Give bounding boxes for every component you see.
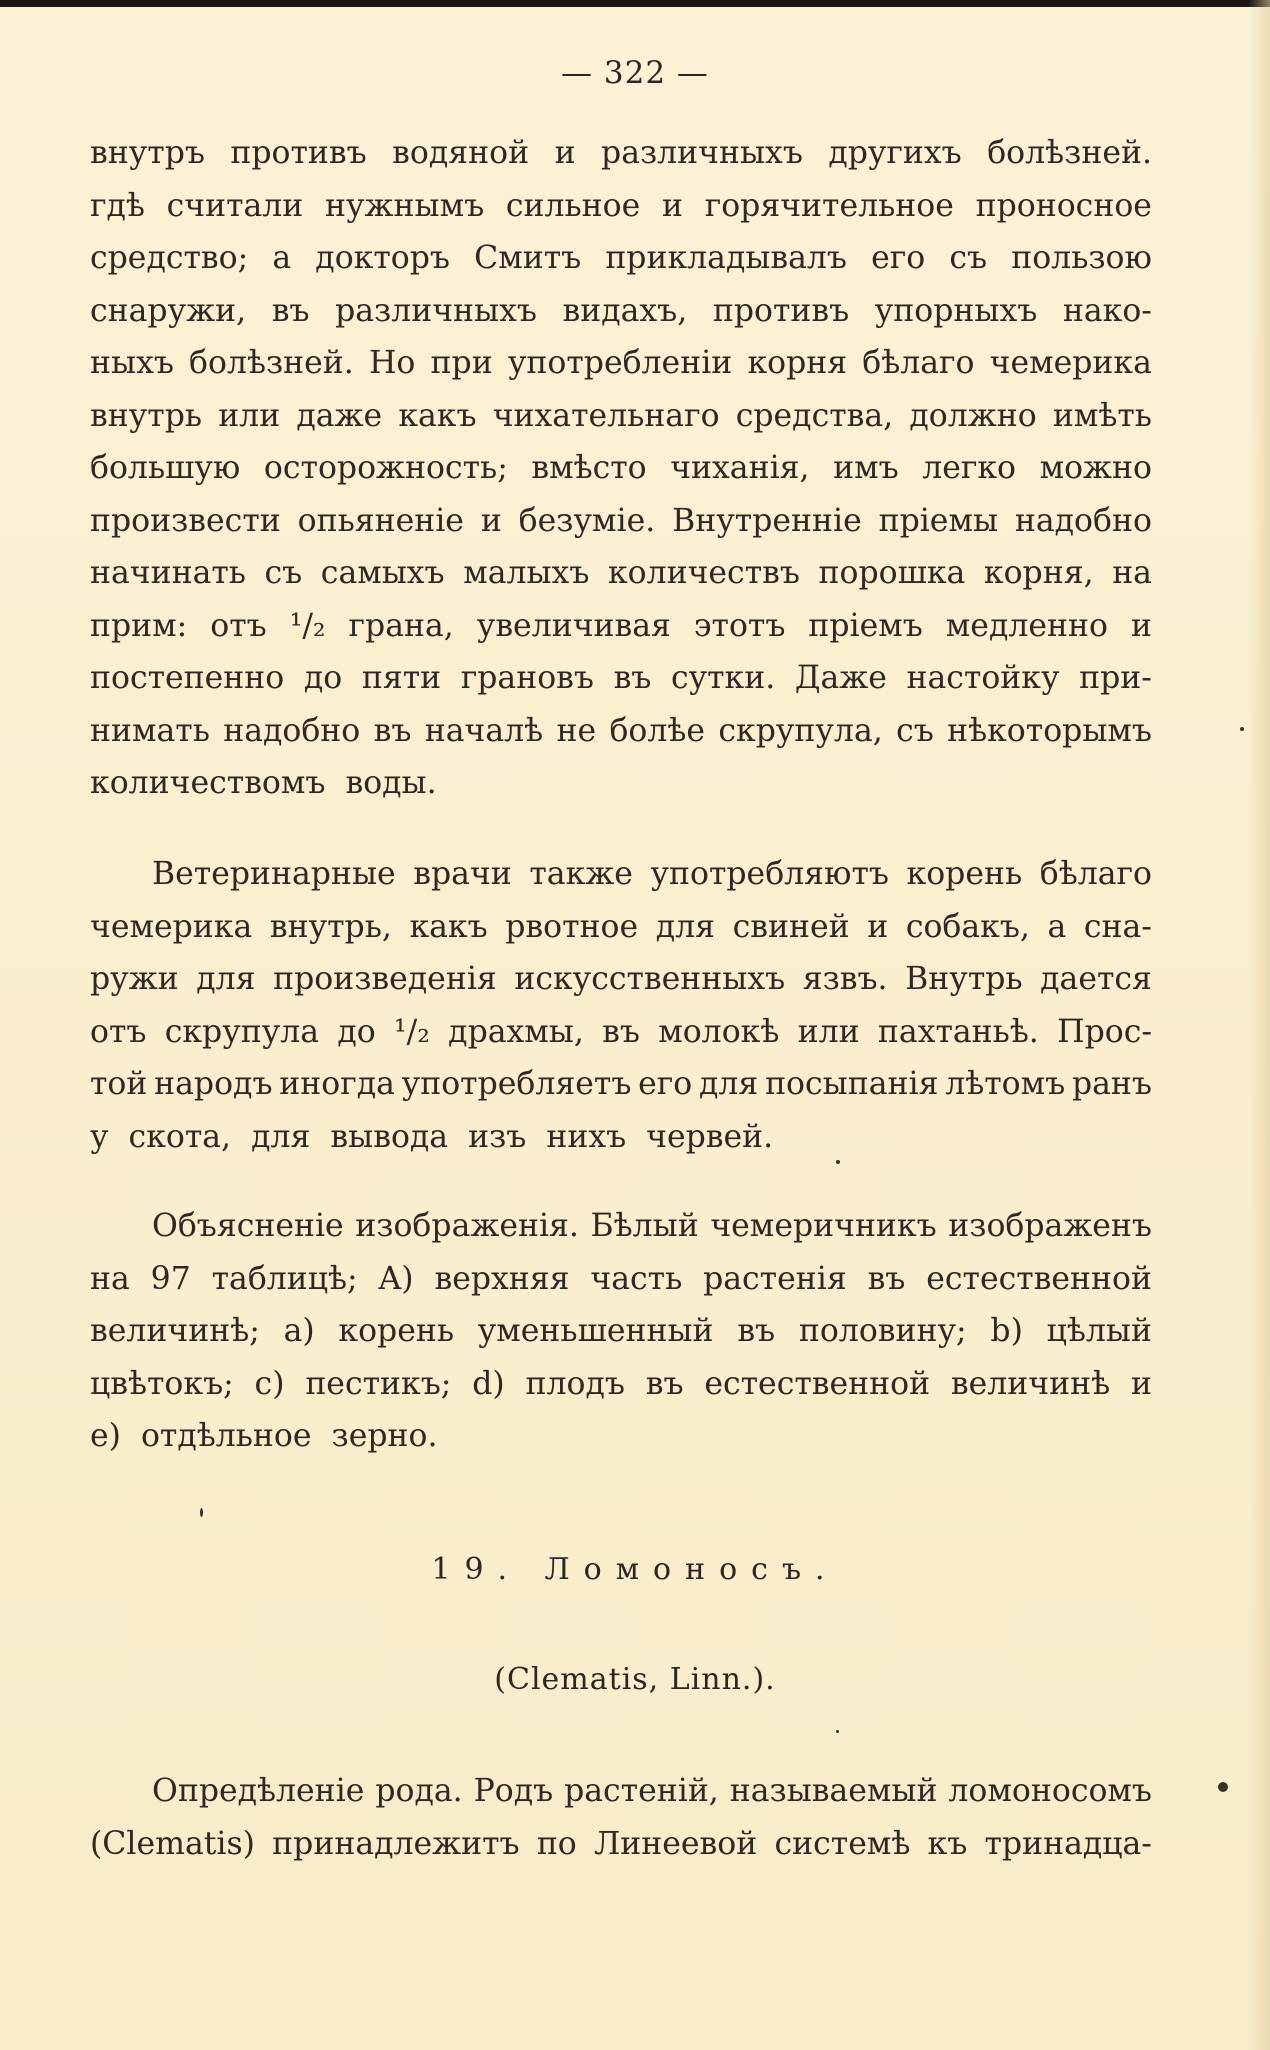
text-line [90,390,1152,443]
word: цѣлый [1046,1313,1152,1349]
word: пестикъ; [305,1365,452,1402]
word: ныхъ [90,345,174,381]
word: употребляютъ [650,856,889,892]
word: Внутрь [905,961,1023,997]
word: цвѣтокъ; [90,1365,234,1402]
text-line [90,1200,1152,1253]
word: произвести [90,502,281,539]
scan-speck [836,1730,839,1733]
word: началѣ [424,712,544,749]
word: бѣлаго [862,345,975,381]
word: до [337,1013,376,1050]
page-number: — 322 — [561,55,709,91]
word: противъ [230,135,367,171]
word: чихательнаго [492,397,720,434]
word: можно [1039,450,1152,486]
word: осторожность; [263,450,508,486]
word: пахтаньѣ. [877,1013,1039,1050]
word: настойку [906,660,1060,696]
word: средство; [90,240,249,276]
word: Внутренніе [672,502,862,539]
word: или [218,397,281,434]
text-line [90,1253,1152,1306]
word: Прос- [1057,1013,1152,1050]
section-heading: 19. Ломоносъ. [431,1552,839,1587]
word: прим: [90,607,188,644]
text-line [90,495,1152,548]
word: въ [737,1313,776,1349]
word: по [536,1825,577,1862]
word: чемерика [989,345,1152,381]
text-line [90,1058,1152,1111]
word: при [430,345,493,381]
word: Объясненіе [152,1208,344,1244]
word: Опредѣленіе [152,1773,365,1809]
word: драхмы, [448,1013,584,1050]
word: докторъ [315,240,450,276]
word: Даже [794,660,887,696]
word: дается [1040,961,1152,997]
word: пріемы [878,502,999,539]
word: употребляетъ [401,1066,632,1102]
word: нужнымъ [325,187,485,224]
word: проносное [975,187,1152,224]
word: въ [602,1013,640,1050]
paragraph-genus-definition [90,1765,1152,1870]
text-line: у скота, для вывода изъ нихъ червей. [90,1118,774,1155]
word: упорныхъ [874,292,1038,329]
text-line [90,180,1152,233]
word: иногда [279,1066,395,1102]
word: не [556,712,597,749]
word: въ [271,292,310,329]
word: съ [264,555,303,591]
word: или [797,1013,860,1050]
word: количествъ [607,555,800,591]
word: ружи [90,961,179,997]
text-line [90,1006,1152,1059]
word: какъ [409,908,488,945]
word: увеличивая [476,607,671,644]
text-line [90,127,1152,180]
word: и [1130,607,1152,644]
text-line [90,232,1152,285]
word: A) [378,1260,414,1297]
word: отъ [210,607,267,644]
text-line [90,1358,1152,1411]
word: собакъ, [905,908,1030,945]
word: болѣе [609,712,706,749]
word: нимать [90,712,210,749]
word: и [1130,1365,1152,1402]
word: народъ [154,1066,273,1102]
word: и [480,502,502,539]
word: порошка [818,555,966,591]
word: c) [254,1365,285,1402]
word: рода. [375,1773,463,1809]
word: грана, [348,607,454,644]
word: самыхъ [320,555,445,591]
word: корня [747,345,848,381]
scan-speck [836,1160,840,1164]
scan-speck [200,1508,203,1517]
paragraph-veterinary-usage [90,848,1152,1163]
word: посыпанія [765,1066,939,1102]
word: молокѣ [658,1013,780,1050]
scan-speck [1218,1782,1228,1792]
word: считали [166,187,304,224]
word: водяной [392,135,530,171]
word: до [303,660,343,696]
word: ломоносомъ [948,1773,1152,1809]
word: видахъ, [562,292,688,329]
word: болѣзней. [189,345,354,381]
word: язвъ. [802,961,888,997]
word: произведенія [273,961,497,997]
word: для [699,1066,759,1102]
word: бѣлаго [1039,856,1152,892]
text-line [90,442,1152,495]
word: ¹/₂ [289,607,326,644]
word: часть [590,1260,683,1297]
word: изображенія. [355,1208,579,1244]
word: сутки. [670,660,776,696]
word: сильное [505,187,641,224]
word: Но [368,345,416,381]
word: Ветеринарные [152,856,396,892]
word: для [655,908,716,945]
word: имѣть [1052,397,1152,434]
word: чемеричникъ [710,1208,937,1244]
word: внутръ [90,135,205,171]
text-line [90,953,1152,1006]
text-line [90,285,1152,338]
word: малыхъ [463,555,590,591]
word: называемый [729,1773,938,1809]
word: съ [949,240,988,276]
text-line [90,901,1152,954]
word: половину; [798,1313,967,1349]
word: въ [373,712,412,749]
text-line: количествомъ воды. [90,765,437,801]
word: верхняя [434,1260,570,1297]
word: b) [990,1313,1023,1349]
word: въ [867,1260,906,1297]
word: скрупула, [718,712,883,749]
word: различныхъ [335,292,537,329]
word: a) [283,1313,315,1349]
scan-speck [1240,727,1244,731]
word: на [90,1260,130,1297]
word: снаружи, [90,292,247,329]
word: болѣзней. [987,135,1152,171]
text-line [90,652,1152,705]
word: тринадца- [984,1825,1152,1862]
text-line [90,1765,1152,1818]
word: ранъ [1071,1066,1152,1102]
word: легко [922,450,1017,486]
word: надобно [223,712,361,749]
word: уменьшенный [477,1313,714,1349]
word: употребленіи [507,345,733,381]
word: въ [613,660,652,696]
text-line [90,600,1152,653]
word: системѣ [774,1825,911,1862]
word: Родъ [473,1773,554,1809]
word: начинать [90,555,246,591]
word: и [662,187,683,224]
word: рвотное [505,908,639,945]
word: при- [1079,660,1152,696]
text-line [90,547,1152,600]
word: ¹/₂ [394,1013,430,1050]
word: той [90,1066,148,1102]
word: различныхъ [601,135,803,171]
word: а [1047,908,1067,945]
word: пріемъ [808,607,923,644]
word: Линеевой [594,1825,758,1862]
word: величинѣ; [90,1313,260,1349]
text-line [90,705,1152,758]
word: гдѣ [90,187,145,224]
word: отъ [90,1013,147,1050]
word: къ [927,1825,968,1862]
word: безуміе. [518,502,656,539]
page-edge-shadow [1248,0,1270,2050]
word: средства, [735,397,894,434]
paragraph-hellebore-usage [90,127,1152,810]
word: съ [896,712,934,749]
word: Смитъ [474,240,582,276]
word: растеній, [564,1773,719,1809]
section-latin-name: (Clematis, Linn.). [494,1662,776,1697]
word: врачи [413,856,512,892]
word: какъ [398,397,477,434]
word: нѣкоторымъ [947,712,1152,749]
word: принадлежитъ [272,1825,520,1862]
word: этотъ [693,607,786,644]
word: искусственныхъ [514,961,786,997]
text-line [90,848,1152,901]
word: величинѣ [950,1365,1111,1402]
word: d) [472,1365,505,1402]
word: для [196,961,256,997]
word: медленно [945,607,1108,644]
word: другихъ [828,135,962,171]
word: въ [645,1365,684,1402]
word: таблицѣ; [211,1260,358,1297]
word: прикладывалъ [605,240,847,276]
word: должно [909,397,1037,434]
word: его [638,1066,693,1102]
word: внутрь, [269,908,392,945]
word: нако- [1062,292,1152,329]
word: противъ [712,292,850,329]
word: также [529,856,633,892]
text-line: e) отдѣльное зерно. [90,1418,438,1454]
word: корень [906,856,1023,892]
text-line [90,1818,1152,1871]
word: естественной [926,1260,1152,1297]
word: (Clematis) [90,1825,255,1862]
word: чиханія, [670,450,810,486]
word: корня, [983,555,1094,591]
word: надобно [1014,502,1152,539]
word: сна- [1083,908,1152,945]
word: вмѣсто [531,450,647,486]
word: грановъ [460,660,594,696]
word: на [1112,555,1152,591]
word: внутрь [90,397,203,434]
word: плодъ [525,1365,625,1402]
word: даже [296,397,383,434]
scan-top-edge [0,0,1270,7]
word: а [272,240,292,276]
word: корень [338,1313,454,1349]
word: изображенъ [948,1208,1152,1244]
word: и [867,908,889,945]
word: скрупула [164,1013,320,1050]
word: горячительное [704,187,954,224]
word: свиней [732,908,850,945]
word: пяти [361,660,442,696]
word: 97 [150,1260,191,1297]
text-line [90,1305,1152,1358]
word: постепенно [90,660,285,696]
word: имъ [833,450,899,486]
word: опьяненіе [297,502,464,539]
word: его [871,240,926,276]
word: лѣтомъ [945,1066,1066,1102]
word: чемерика [90,908,253,945]
word: и [554,135,576,171]
word: Бѣлый [590,1208,699,1244]
word: естественной [704,1365,931,1402]
paragraph-figure-explanation [90,1200,1152,1463]
word: пользою [1011,240,1152,276]
word: большую [90,450,241,486]
text-line [90,337,1152,390]
word: растенія [703,1260,847,1297]
